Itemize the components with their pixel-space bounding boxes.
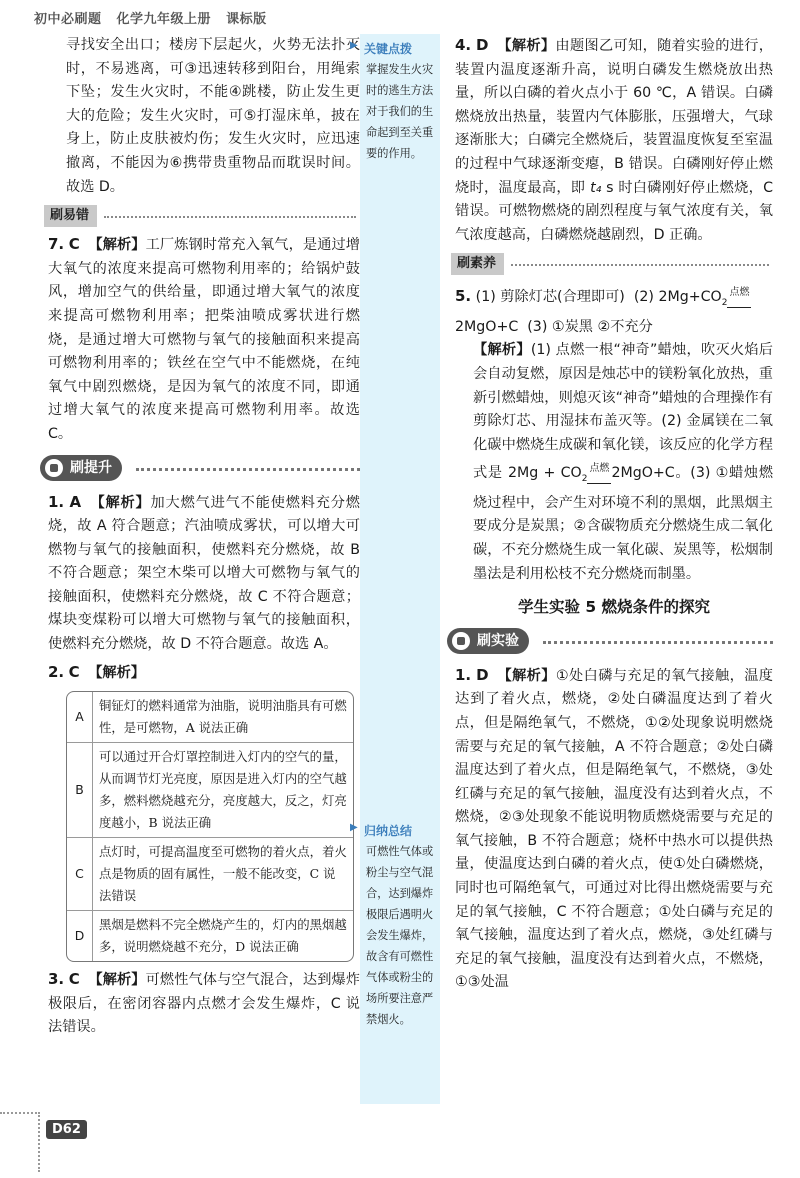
q4-text-a: 由题图乙可知，随着实验的进行，装置内温度逐渐升高，说明白磷发生燃烧放出热量，所以白磷的着火点小于 60 ℃，A 错误。白磷燃烧放出热量，装置内气体膨胀，压强增大，气球逐渐胀大；白磷完全燃烧后，装置温度恢复至室温的过程中气球逐渐变瘪，B 错误。白磷刚好停止燃烧时，温度最高，即	[455, 38, 773, 196]
q4-text-b: s 时白磷刚好停止燃烧，C 错误。可燃物燃烧的剧烈程度与氧气浓度有关，氧气浓度越高，白磷燃烧越剧烈，D 正确。	[455, 179, 773, 243]
q5-number: 5.	[455, 287, 472, 306]
banner-shiyan-label: 刷实验	[447, 628, 529, 654]
q7-answer: C	[68, 235, 80, 254]
q1-left-text: 加大燃气进气不能使燃料充分燃烧，故 A 符合题意；汽油喷成雾状，可以增大可燃物与氧气的接触面积，使燃料充分燃烧，故 B 不符合题意；架空木柴可以增大可燃物与氧气的接触面积，使燃料充分燃烧，故 C 不符合题意；煤块变煤粉可以增大可燃物与氧气的接触面积，使燃料充分燃烧，故 D 不符合题意。故选 A。	[48, 494, 360, 653]
banner-dots	[543, 641, 773, 644]
subscript-2: 2	[721, 298, 728, 309]
q5	[455, 281, 773, 339]
q5-answer-2-pre: (2) 2Mg+CO	[633, 289, 722, 306]
q1-left-jiexi-label: 【解析】	[90, 494, 151, 511]
option-text: 黑烟是燃料不完全燃烧产生的，灯内的黑烟越多，说明燃烧越不充分，D 说法正确	[99, 917, 347, 955]
option-text: 点灯时，可提高温度至可燃物的着火点，着火点是物质的固有属性，一般不能改变，C 说法错误	[93, 838, 353, 911]
side-note-panel	[360, 34, 440, 1104]
banner-tisheng	[40, 455, 360, 483]
table-row	[67, 838, 353, 911]
option-key: B	[67, 743, 93, 838]
note1-title: ▶ 关键点拨	[364, 40, 440, 57]
banner-dots	[136, 468, 360, 471]
header-series: 初中必刷题	[34, 12, 102, 27]
header-edition: 课标版	[226, 12, 267, 27]
option-key: A	[67, 692, 93, 743]
banner-shiyan	[447, 628, 773, 656]
q2-option-table	[66, 691, 354, 962]
q2-answer: C	[68, 662, 80, 681]
q7	[48, 233, 360, 446]
q3	[48, 968, 360, 1040]
corner-decoration	[0, 1112, 40, 1172]
q5-answer-3: (3) ①炭黑 ②不充分	[527, 318, 653, 335]
q5-jiexi-label: 【解析】	[473, 342, 531, 359]
q1-left-number: 1.	[48, 492, 65, 511]
q5-answer-1: (1) 剪除灯芯(合理即可)	[475, 289, 625, 306]
q1-left	[48, 491, 360, 657]
note-spacer	[360, 164, 440, 816]
note2-title: ▶ 归纳总结	[364, 822, 440, 839]
q1-right-number: 1.	[455, 665, 472, 684]
q5-condition-2: 点燃	[587, 457, 611, 481]
q4	[455, 34, 773, 247]
q1-right-text: ①处白磷与充足的氧气接触，温度达到了着火点，燃烧，②处白磷温度达到了着火点，但是隔绝氧气，不燃烧，①②处现象说明燃烧需要与充足的氧气接触，A 不符合题意；②处白磷温度达到了着火点，但是隔绝氧气，不燃烧，③处红磷与充足的氧气接触，温度没有达到着火点，不燃烧，②③处现象不能说明物质燃烧需要与充足的氧气接触，B 不符合题意；烧杯中热水可以提供热量，使温度达到白磷的着火点，使①处白磷燃烧，同时也可隔绝氧气，可通过对比得出燃烧需要与充足的氧气接触，C 不符合题意；①处白磷与充足的氧气接触，温度达到了着火点，燃烧，③处红磷与充足的氧气接触，温度没有达到着火点，不燃烧，①③处温	[455, 667, 773, 991]
tag-suyang-row	[455, 247, 773, 281]
q1-right-jiexi-label: 【解析】	[497, 667, 556, 684]
tag-suyang: 刷素养	[451, 253, 504, 275]
note2-text: 可燃性气体或粉尘与空气混合，达到爆炸极限后遇明火会发生爆炸，故含有可燃性气体或粉尘的场所要注意严禁烟火。	[366, 845, 434, 1026]
q2-jiexi-label: 【解析】	[88, 664, 145, 681]
left-column	[48, 34, 360, 1040]
q7-text: 工厂炼钢时常充入氧气，是通过增大氧气的浓度来提高可燃物利用率的；给锅炉鼓风，增加空气的供给量，即通过增大氧气的浓度来提高可燃物利用率；把柴油喷成雾状进行燃烧，是通过增大可燃物与氧气的接触面积来提高可燃物利用率的；铁丝在空气中不能燃烧，在纯氧气中剧烈燃烧，是因为氧气的浓度不同，即通过增大氧气的浓度来提高可燃物利用率。故选 C。	[48, 237, 360, 442]
option-text: 铜钲灯的燃料通常为油脂，说明油脂具有可燃性，是可燃物，A 说法正确	[93, 692, 353, 743]
table-row	[67, 911, 353, 961]
q3-text: 可燃性气体与空气混合，达到爆炸极限后，在密闭容器内点燃才会发生爆炸，C 说法错误。	[48, 972, 360, 1036]
tag-cuoyi-row	[48, 199, 360, 233]
q4-jiexi-label: 【解析】	[497, 38, 556, 54]
option-key: C	[67, 838, 93, 911]
option-text: 可以通过开合灯罩控制进入灯内的空气的量，从而调节灯光亮度，原因是进入灯内的空气越多，燃料燃烧越充分，亮度越大，反之，灯亮度越小，B 说法正确	[93, 743, 353, 838]
q2-number: 2.	[48, 662, 65, 681]
note1-text: 掌握发生火灾时的逃生方法对于我们的生命起到至关重要的作用。	[366, 63, 434, 160]
option-key: D	[67, 911, 93, 961]
q5-explanation	[455, 339, 773, 586]
q4-answer: D	[476, 36, 489, 54]
table-row	[67, 743, 353, 838]
q3-answer: C	[68, 970, 80, 989]
page-header	[34, 8, 277, 27]
q4-number: 4.	[455, 36, 472, 54]
q1-right	[455, 664, 773, 995]
q6-continued: 寻找安全出口；楼房下层起火，火势无法扑灭时，不易逃离，可③迅速转移到阳台，用绳索下坠；发生火灾时，不能④跳楼，防止发生更大的危险；发生火灾时，可⑤打湿床单，披在身上，防止皮肤被灼伤；发生火灾时，应迅速撤离，不能因为⑥携带贵重物品而耽误时间。故选 D。	[66, 37, 360, 195]
q5-condition: 点燃	[727, 281, 751, 305]
q5-text-a: (1) 点燃一根“神奇”蜡烛，吹灭火焰后会自动复燃，原因是烛芯中的镁粉氧化放热，重新引燃蜡烛，则熄灭该“神奇”蜡烛的合理操作有剪除灯芯、用湿抹布盖灭等。(2) 金属镁在二氧化碳中燃烧生成碳和氧化镁，该反应的化学方程式是 2Mg + CO	[473, 342, 773, 482]
q3-number: 3.	[48, 970, 65, 989]
q1-right-answer: D	[476, 665, 489, 684]
q7-jiexi-label: 【解析】	[88, 237, 146, 254]
q5-text-b: 2MgO+C。(3) ①蜡烛燃烧过程中，会产生对环境不利的黑烟，此黑烟主要成分是炭黑；②含碳物质充分燃烧生成二氧化碳，不充分燃烧生成一氧化碳、炭黑等，松烟制墨法是利用松枝不充分燃烧而制墨。	[473, 465, 774, 582]
page-number: D62	[46, 1120, 87, 1139]
table-row	[67, 692, 353, 743]
q2	[48, 661, 360, 686]
q5-answer-2-post: 2MgO+C	[455, 318, 519, 335]
subscript-2: 2	[581, 474, 588, 485]
right-column	[455, 34, 773, 995]
q7-number: 7.	[48, 235, 65, 254]
banner-tisheng-label: 刷提升	[40, 455, 122, 481]
q3-jiexi-label: 【解析】	[88, 972, 146, 989]
tag-cuoyi: 刷易错	[44, 205, 97, 227]
q1-left-answer: A	[69, 492, 82, 511]
header-subject: 化学九年级上册	[116, 12, 212, 27]
q4-t4: t₄	[590, 179, 602, 196]
section-title: 学生实验 5 燃烧条件的探究	[517, 598, 711, 617]
